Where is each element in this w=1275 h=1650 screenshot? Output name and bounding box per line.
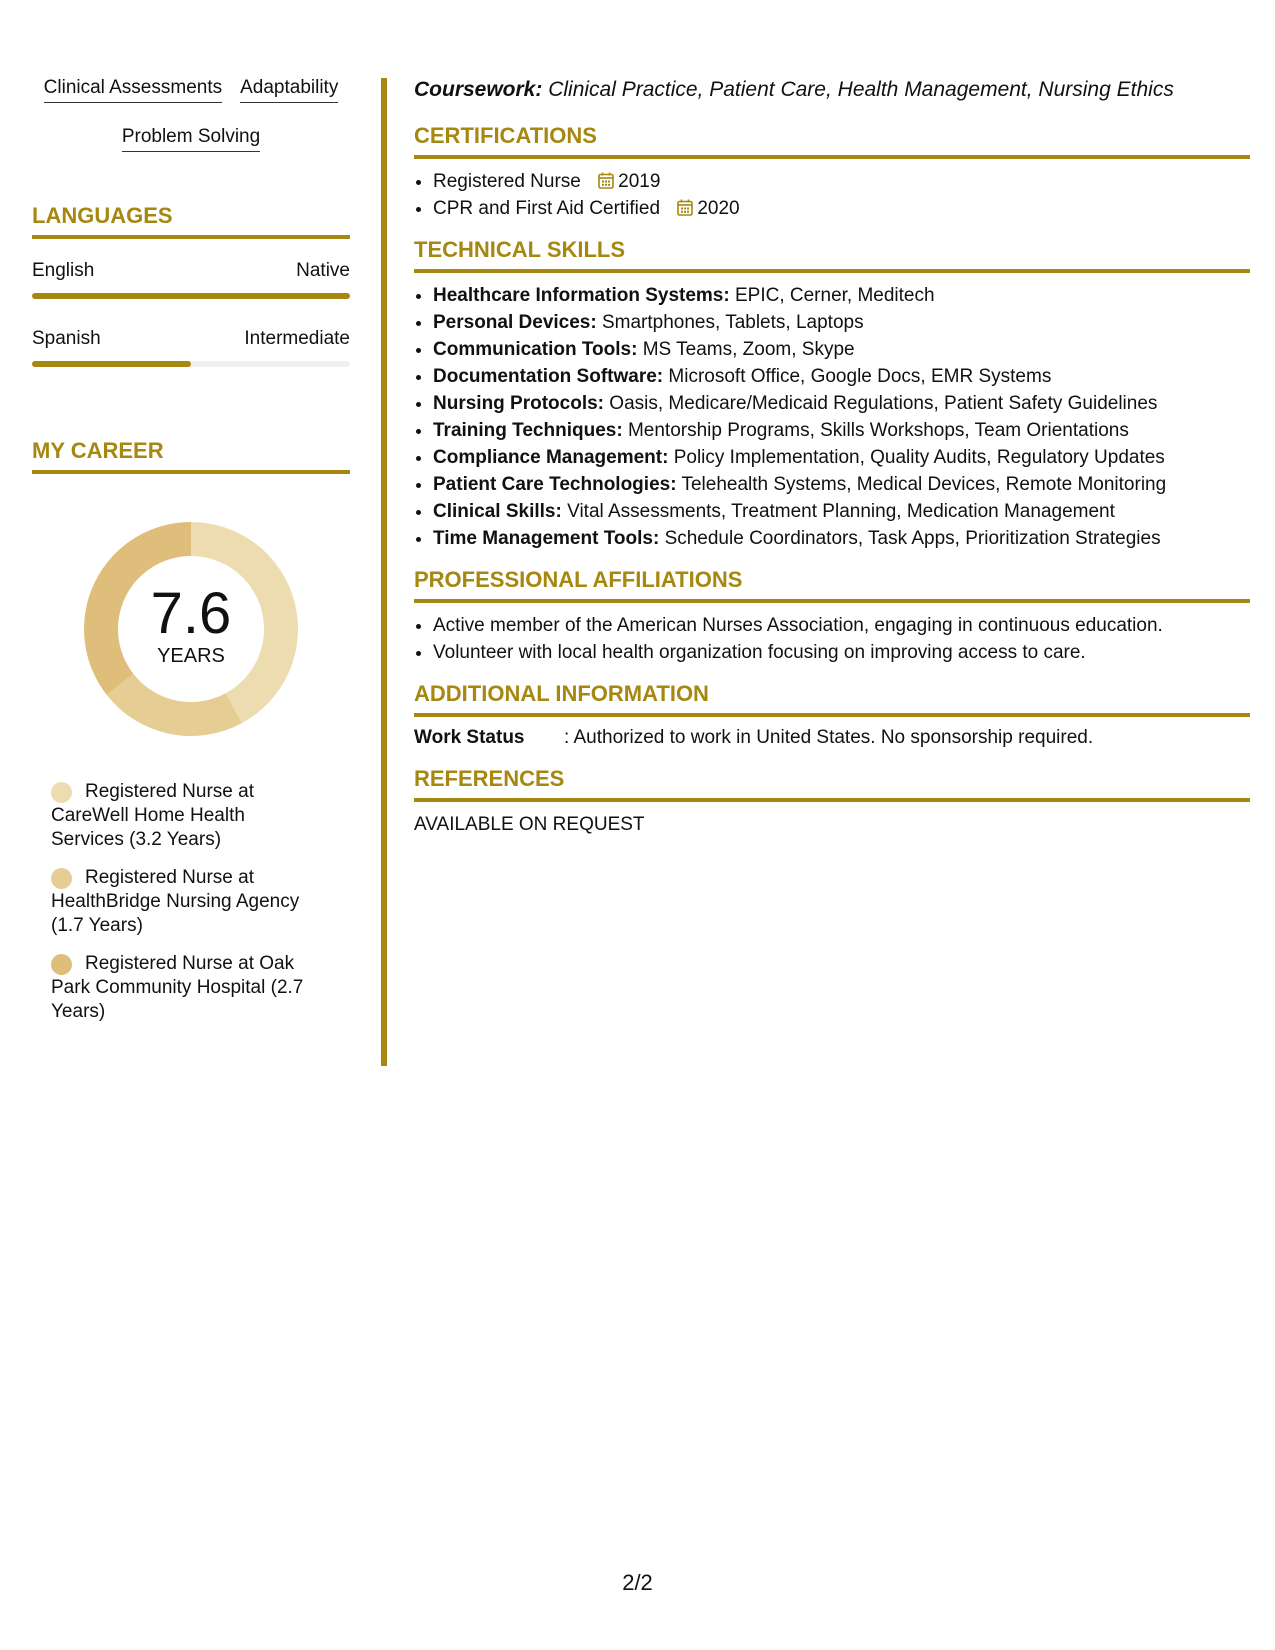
career-total-unit: YEARS — [157, 645, 225, 667]
skill-label: Patient Care Technologies: — [433, 474, 677, 495]
skill-label: Documentation Software: — [433, 366, 664, 387]
career-item — [51, 952, 321, 1024]
skill-tags — [32, 76, 350, 152]
section-rule — [414, 798, 1250, 802]
coursework-label: Coursework: — [414, 78, 543, 101]
technical-skill-item — [433, 525, 1250, 552]
certification-name: CPR and First Aid Certified — [433, 198, 661, 219]
skill-label: Nursing Protocols: — [433, 393, 605, 414]
technical-skill-item — [433, 336, 1250, 363]
skill-tag: Problem Solving — [122, 125, 260, 152]
skill-value: Schedule Coordinators, Task Apps, Prioritization Strategies — [664, 528, 1161, 549]
legend-dot — [51, 868, 72, 889]
skill-value: Smartphones, Tablets, Laptops — [601, 312, 864, 333]
career-legend — [32, 780, 350, 1024]
legend-dot — [51, 782, 72, 803]
page-number: 2/2 — [622, 1570, 653, 1595]
language-level: Intermediate — [244, 328, 350, 349]
affiliations-heading: PROFESSIONAL AFFILIATIONS — [414, 567, 743, 592]
language-name: Spanish — [32, 328, 101, 349]
skill-value: Policy Implementation, Quality Audits, Regulatory Updates — [673, 447, 1165, 468]
section-rule — [32, 470, 350, 474]
career-item-label: Registered Nurse at HealthBridge Nursing Agency (1.7 Years) — [51, 867, 300, 936]
technical-skill-item — [433, 471, 1250, 498]
calendar-icon — [677, 199, 693, 216]
language-bar — [32, 293, 350, 299]
skill-value: Telehealth Systems, Medical Devices, Remote Monitoring — [681, 474, 1167, 495]
career-item — [51, 780, 321, 852]
certification-name: Registered Nurse — [433, 171, 581, 192]
skill-value: Microsoft Office, Google Docs, EMR Systems — [668, 366, 1052, 387]
section-rule — [414, 599, 1250, 603]
additional-info-heading: ADDITIONAL INFORMATION — [414, 681, 709, 706]
coursework — [414, 76, 1250, 104]
skill-value: Mentorship Programs, Skills Workshops, Team Orientations — [627, 420, 1129, 441]
certification-year: 2019 — [618, 171, 661, 192]
language-item — [32, 327, 350, 367]
skill-tag: Adaptability — [240, 76, 338, 103]
skill-label: Communication Tools: — [433, 339, 638, 360]
career-total-value: 7.6 — [150, 581, 232, 646]
affiliations-list — [414, 612, 1250, 666]
technical-skills-section — [414, 236, 1250, 552]
languages-heading: LANGUAGES — [32, 203, 173, 228]
languages-section — [32, 202, 350, 367]
certification-year: 2020 — [697, 198, 740, 219]
technical-skill-item — [433, 309, 1250, 336]
career-donut-chart — [76, 514, 306, 744]
certifications-section — [414, 122, 1250, 222]
technical-skill-item — [433, 444, 1250, 471]
technical-skill-item — [433, 282, 1250, 309]
work-status-row — [414, 724, 1250, 751]
calendar-icon — [598, 172, 614, 189]
skill-label: Compliance Management: — [433, 447, 669, 468]
skill-label: Training Techniques: — [433, 420, 623, 441]
section-rule — [414, 269, 1250, 273]
work-status-value: : Authorized to work in United States. No sponsorship required. — [564, 727, 1094, 748]
column-divider — [381, 78, 387, 1066]
work-status-label: Work Status — [414, 727, 525, 748]
affiliation-item: • Volunteer with local health organization focusing on improving access to care. — [433, 639, 1250, 666]
section-rule — [32, 235, 350, 239]
career-item-label: Registered Nurse at Oak Park Community Hospital (2.7 Years) — [51, 953, 304, 1022]
skill-tag: Clinical Assessments — [44, 76, 222, 103]
affiliations-section — [414, 566, 1250, 666]
coursework-text: Clinical Practice, Patient Care, Health Management, Nursing Ethics — [548, 78, 1174, 101]
technical-skill-item — [433, 363, 1250, 390]
language-bar-fill — [32, 361, 191, 367]
career-item — [51, 866, 321, 938]
language-bar — [32, 361, 350, 367]
donut-center — [76, 514, 306, 744]
section-rule — [414, 155, 1250, 159]
affiliation-item: • Active member of the American Nurses Association, engaging in continuous education. — [433, 612, 1250, 639]
references-section — [414, 765, 1250, 838]
skill-label: Healthcare Information Systems: — [433, 285, 730, 306]
certification-item — [433, 195, 1250, 222]
references-heading: REFERENCES — [414, 766, 565, 791]
additional-info-section — [414, 680, 1250, 751]
career-heading: MY CAREER — [32, 438, 164, 463]
legend-dot — [51, 954, 72, 975]
skill-label: Personal Devices: — [433, 312, 597, 333]
language-name: English — [32, 260, 95, 281]
technical-skill-item — [433, 498, 1250, 525]
technical-skills-heading: TECHNICAL SKILLS — [414, 237, 626, 262]
skill-label: Clinical Skills: — [433, 501, 562, 522]
certification-item — [433, 168, 1250, 195]
certifications-list — [414, 168, 1250, 222]
skill-value: MS Teams, Zoom, Skype — [642, 339, 855, 360]
language-level: Native — [296, 260, 350, 281]
technical-skill-item — [433, 390, 1250, 417]
section-rule — [414, 713, 1250, 717]
skill-value: Vital Assessments, Treatment Planning, Medication Management — [567, 501, 1115, 522]
left-column — [32, 76, 350, 1038]
skill-value: EPIC, Cerner, Meditech — [734, 285, 935, 306]
language-bar-fill — [32, 293, 350, 299]
career-item-label: Registered Nurse at CareWell Home Health Services (3.2 Years) — [51, 781, 254, 850]
references-text: AVAILABLE ON REQUEST — [414, 814, 645, 835]
technical-skills-list — [414, 282, 1250, 552]
career-section — [32, 437, 350, 1024]
technical-skill-item — [433, 417, 1250, 444]
right-column — [414, 76, 1250, 838]
language-item — [32, 259, 350, 299]
skill-label: Time Management Tools: — [433, 528, 660, 549]
certifications-heading: CERTIFICATIONS — [414, 123, 597, 148]
skill-value: Oasis, Medicare/Medicaid Regulations, Patient Safety Guidelines — [609, 393, 1158, 414]
